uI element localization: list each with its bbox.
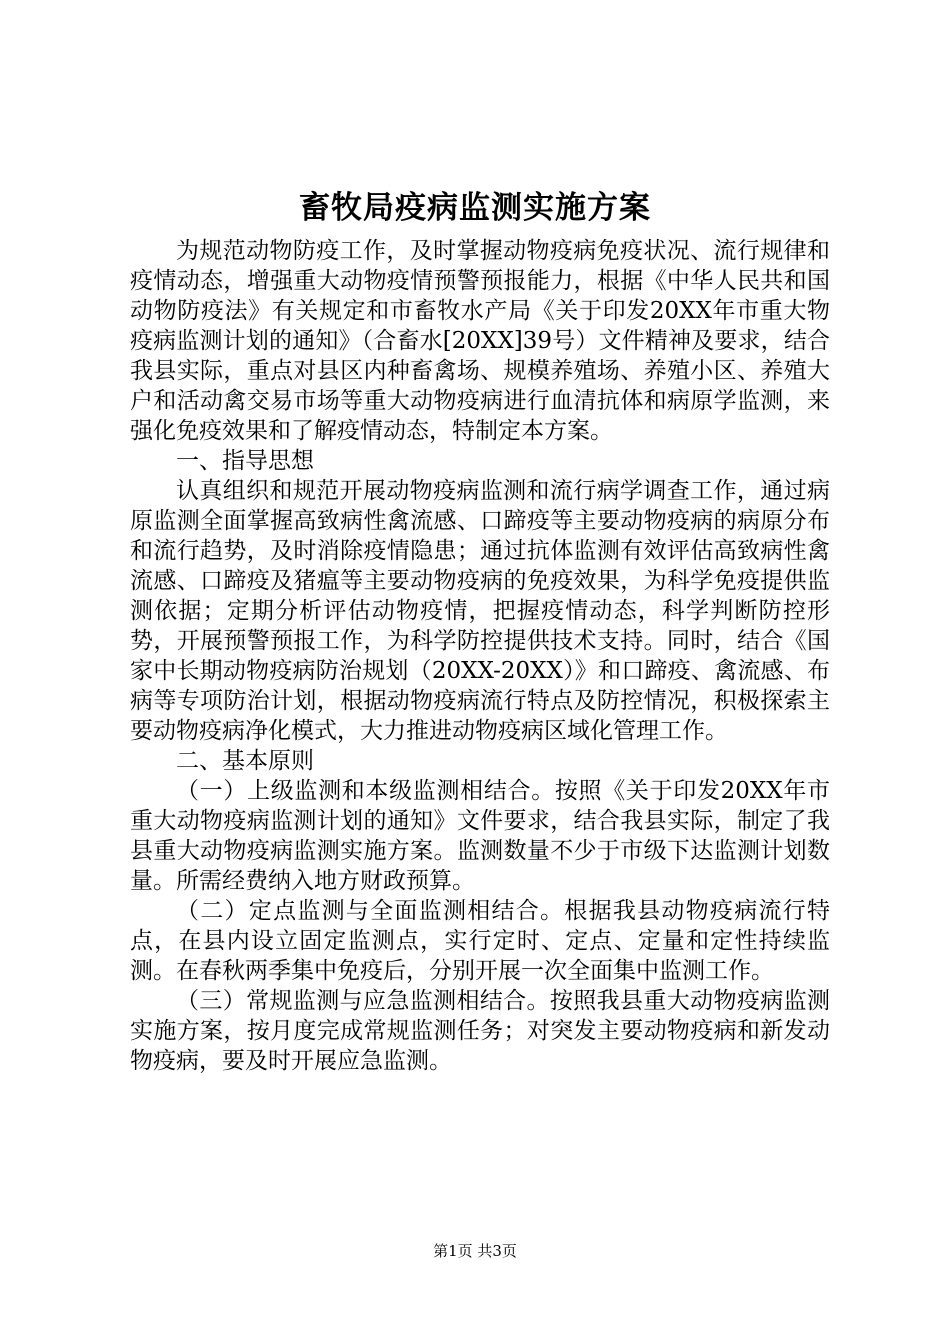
guiding-ideology-paragraph: 认真组织和规范开展动物疫病监测和流行病学调查工作，通过病原监测全面掌握高致病性禽流感、口蹄疫等主要动物疫病的病原分布和流行趋势，及时消除疫情隐患；通过抗体监测有效评估高致病性禽流感、口蹄疫及猪瘟等主要动物疫病的免疫效果，为科学免疫提供监测依据；定期分析评估动物疫情，把握疫情动态，科学判断防控形势，开展预警预报工作，为科学防控提供技术支持。同时，结合《国家中长期动物疫病防治规划（20XX-20XX）》和口蹄疫、禽流感、布病等专项防治计划，根据动物疫病流行特点及防控情况，积极探索主要动物疫病净化模式，大力推进动物疫病区域化管理工作。 (130, 478, 830, 744)
page-footer: 第1页 共3页 (433, 1242, 517, 1260)
section-heading-guiding-ideology: 一、指导思想 (176, 448, 314, 474)
intro-paragraph: 为规范动物防疫工作，及时掌握动物疫病免疫状况、流行规律和疫情动态，增强重大动物疫情预警预报能力，根据《中华人民共和国动物防疫法》有关规定和市畜牧水产局《关于印发20XX年市重大物疫病监测计划的通知》（合畜水[20XX]39号）文件精神及要求，结合我县实际，重点对县区内种畜禽场、规模养殖场、养殖小区、养殖大户和活动禽交易市场等重大动物疫病进行血清抗体和病原学监测，来强化免疫效果和了解疫情动态，特制定本方案。 (130, 238, 830, 444)
principle-paragraph-3: （三）常规监测与应急监测相结合。按照我县重大动物疫病监测实施方案，按月度完成常规监测任务；对突发主要动物疫病和新发动物疫病，要及时开展应急监测。 (130, 988, 830, 1074)
principle-paragraph-2: （二）定点监测与全面监测相结合。根据我县动物疫病流行特点，在县内设立固定监测点，实行定时、定点、定量和定性持续监测。在春秋两季集中免疫后，分别开展一次全面集中监测工作。 (130, 898, 830, 984)
document-title: 畜牧局疫病监测实施方案 (299, 190, 651, 226)
principle-paragraph-1: （一）上级监测和本级监测相结合。按照《关于印发20XX年市重大动物疫病监测计划的通知》文件要求，结合我县实际，制定了我县重大动物疫病监测实施方案。监测数量不少于市级下达监测计划数量。所需经费纳入地方财政预算。 (130, 778, 830, 894)
document-body (130, 236, 830, 1076)
section-heading-basic-principles: 二、基本原则 (176, 748, 314, 774)
